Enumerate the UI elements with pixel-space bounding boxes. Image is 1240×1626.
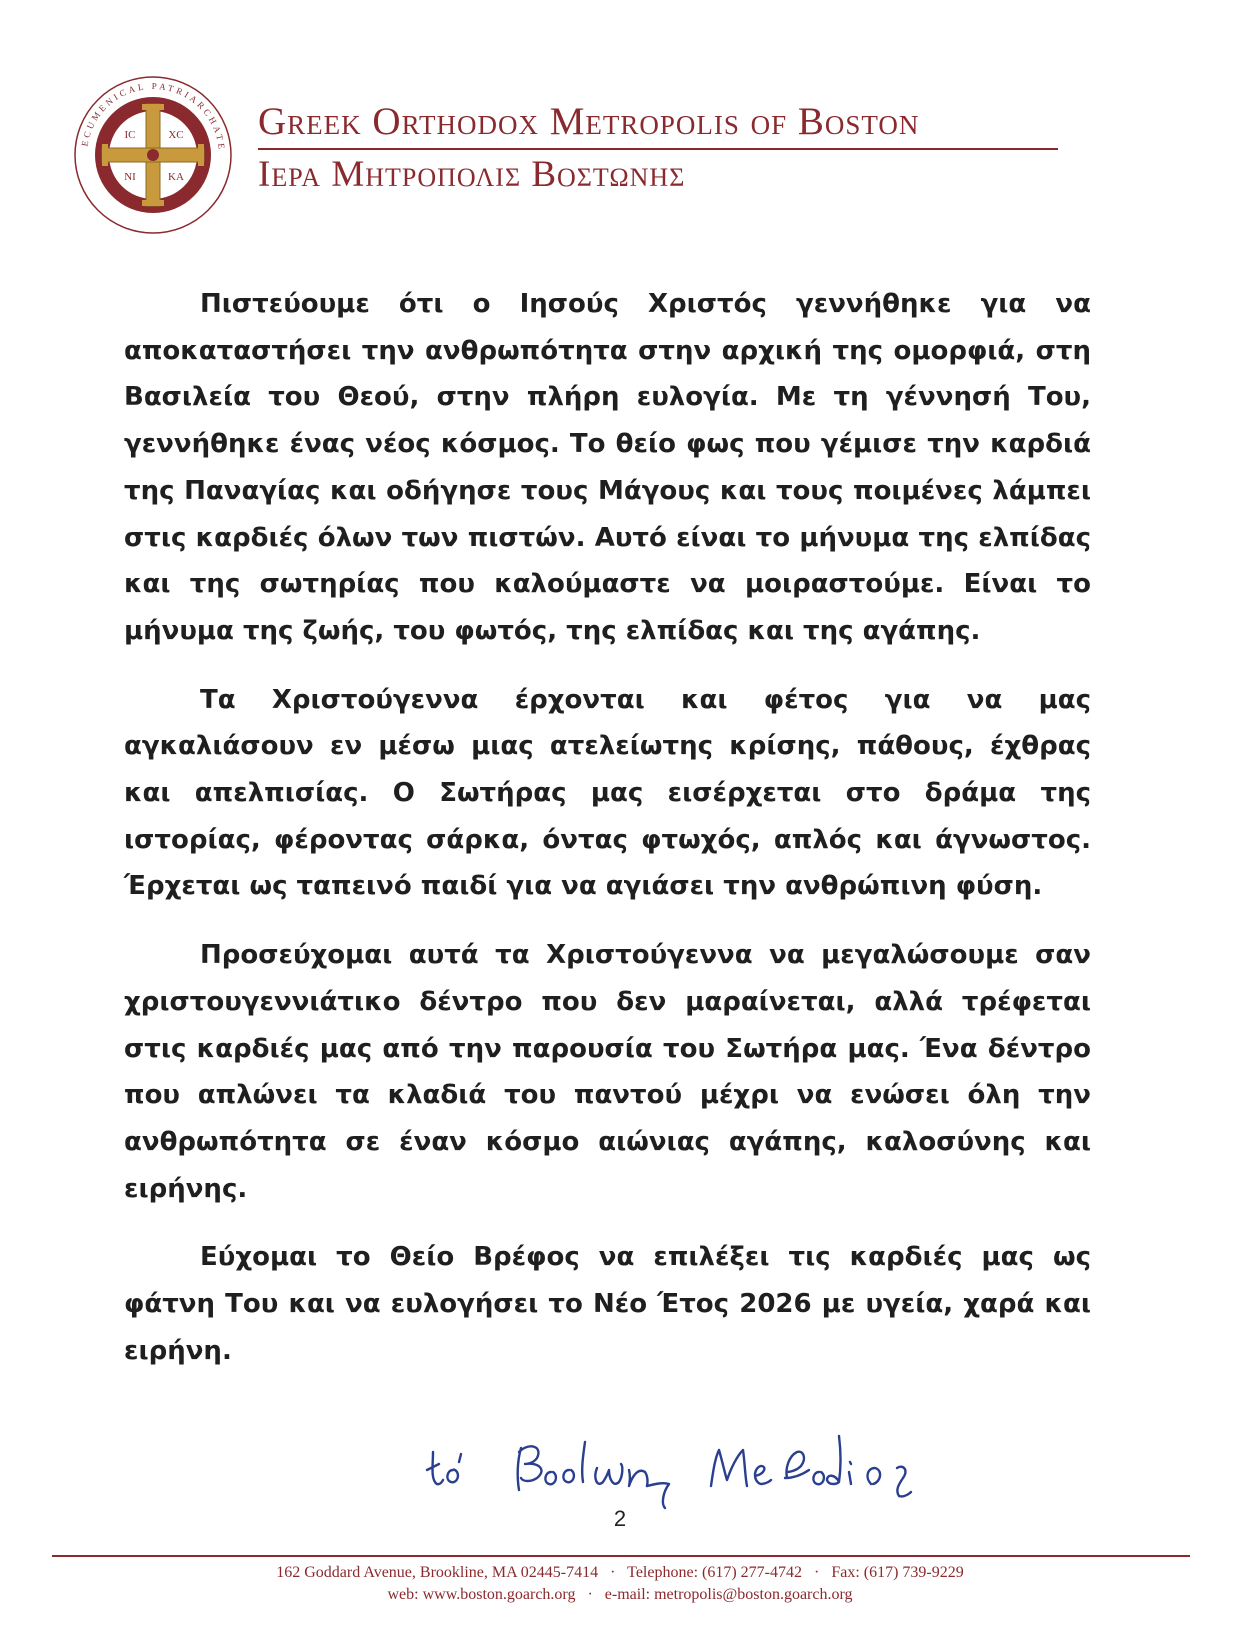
seal-letter-ni: NI <box>124 171 136 183</box>
letterhead-greek-title: Ιερα Μητροπολις Βοστωνης <box>258 154 686 195</box>
footer-address: 162 Goddard Avenue, Brookline, MA 02445-7414 <box>276 1564 599 1581</box>
paragraph-2: Τα Χριστούγεννα έρχονται και φέτος για να μας αγκαλιάσουν εν μέσω μιας ατελείωτης κρίσης, πάθους, έχθρας και απελπισίας. Ο Σωτήρας μας εισέρχεται στο δράμα της ιστορίας, φέροντας σάρκα, όντας φτωχός, απλός και άγνωστος. Έρχεται ως ταπεινό παιδί για να αγιάσει την ανθρώπινη φύση. <box>124 684 1091 902</box>
footer-fax: Fax: (617) 739-9229 <box>831 1564 964 1581</box>
footer-separator: · <box>814 1564 820 1581</box>
seal-letter-ka: KA <box>168 171 184 183</box>
seal-letter-xc: XC <box>168 129 184 141</box>
paragraph-1: Πιστεύουμε ότι ο Ιησούς Χριστός γεννήθηκε για να αποκαταστήσει την ανθρωπότητα στην αρχική της ομορφιά, στη Βασιλεία του Θεού, στην πλήρη ευλογία. Με τη γέννησή Του, γεννήθηκε ένας νέος κόσμος. Το θείο φως που γέμισε την καρδιά της Παναγίας και οδήγησε τους Μάγους και τους ποιμένες λάμπει στις καρδιές όλων των πιστών. Αυτό είναι το μήνυμα της ελπίδας και της σωτηρίας που καλούμαστε να μοιραστούμε. Είναι το μήνυμα της ζωής, του φωτός, της ελπίδας και της αγάπης. <box>124 289 1091 646</box>
letterhead <box>258 98 1058 200</box>
paragraph-4: Εύχομαι το Θείο Βρέφος να επιλέξει τις καρδιές μας ως φάτνη Του και να ευλογήσει το Νέο Έτος 2026 με υγεία, χαρά και ειρήνη. <box>124 1242 1091 1366</box>
footer-separator: · <box>587 1586 593 1603</box>
footer-separator: · <box>610 1564 616 1581</box>
footer-web: web: www.boston.goarch.org <box>387 1586 576 1603</box>
footer-line-1 <box>0 1562 1240 1584</box>
footer <box>0 1562 1240 1606</box>
archdiocese-seal-logo <box>72 74 234 236</box>
handwritten-signature <box>425 1412 1025 1512</box>
page-number: 2 <box>613 1506 627 1531</box>
letter-body <box>124 281 1091 1374</box>
svg-text:ECUMENICAL PATRIARCHATE: ECUMENICAL PATRIARCHATE <box>79 80 228 153</box>
letterhead-english-title: Greek Orthodox Metropolis of Boston <box>258 100 920 143</box>
paragraph-3: Προσεύχομαι αυτά τα Χριστούγεννα να μεγαλώσουμε σαν χριστουγεννιάτικο δέντρο που δεν μαραίνεται, αλλά τρέφεται στις καρδιές μας από την παρουσία του Σωτήρα μας. Ένα δέντρο που απλώνει τα κλαδιά του παντού μέχρι να ενώσει όλη την ανθρωπότητα σε έναν κόσμο αιώνιας αγάπης, καλοσύνης και ειρήνης. <box>124 940 1091 1204</box>
seal-letter-ic: IC <box>124 129 136 141</box>
footer-telephone: Telephone: (617) 277-4742 <box>627 1564 802 1581</box>
footer-divider <box>52 1555 1190 1557</box>
footer-line-2 <box>0 1584 1240 1606</box>
footer-email: e-mail: metropolis@boston.goarch.org <box>604 1586 853 1603</box>
